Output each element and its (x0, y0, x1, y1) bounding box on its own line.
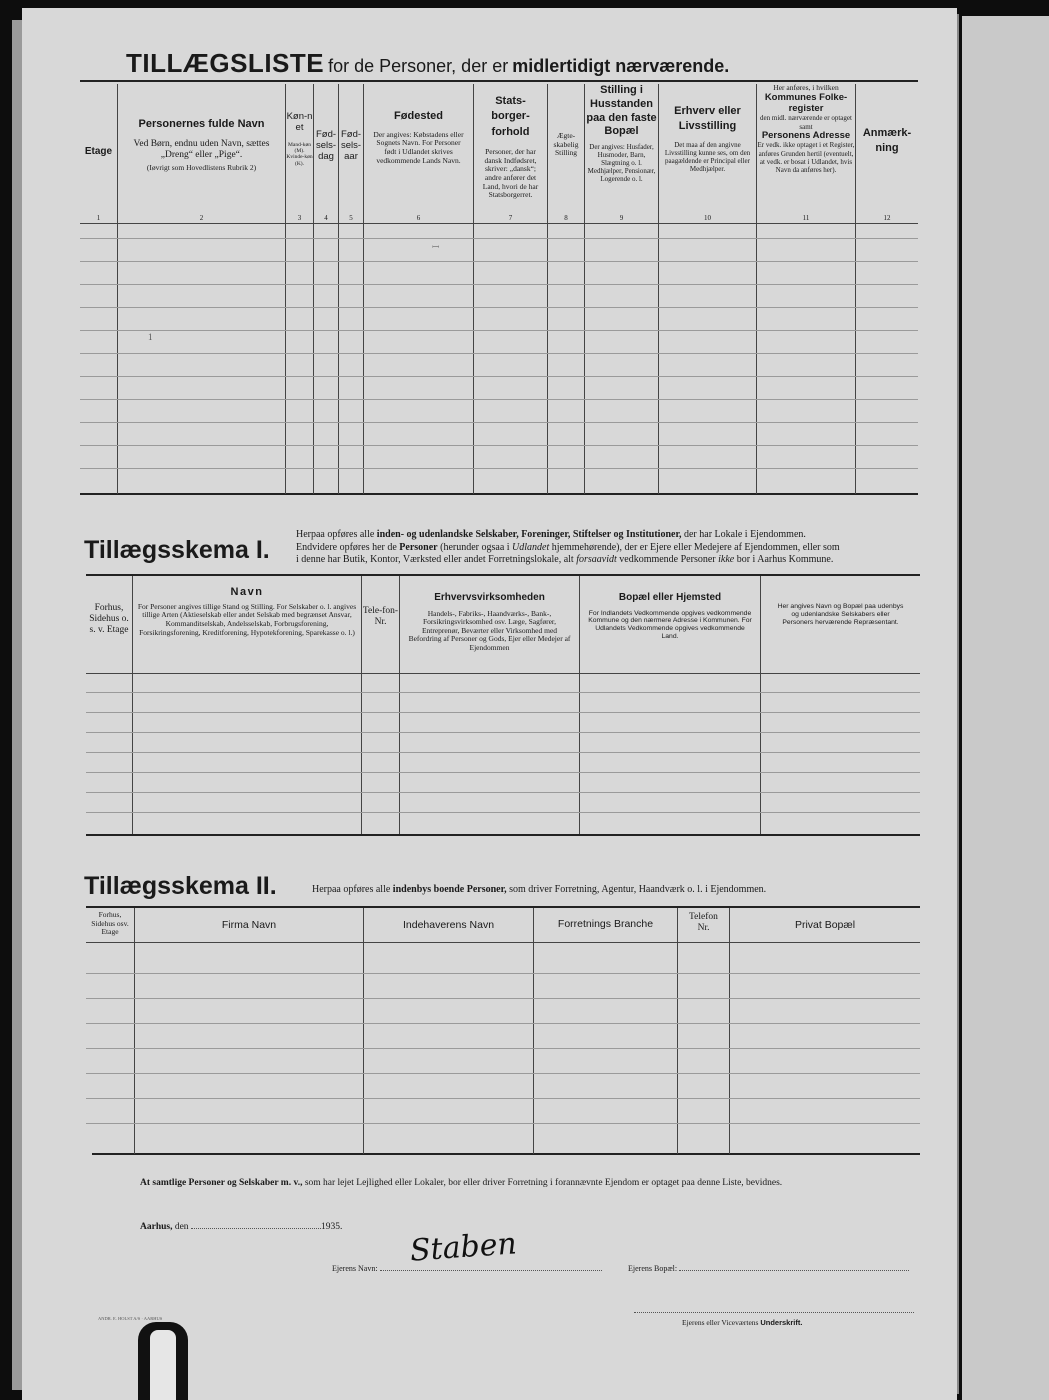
skema2-header-bottom (86, 942, 920, 943)
skema2-col-divider (729, 908, 730, 1154)
main-row-line (80, 330, 918, 331)
col-husstand-header: Stilling i Husstanden paa den faste Bopæl Der angives: Husfader, Husmoder, Barn, Slægtning o. l. Medhjælper, Pensionær, Logerende o. l. (586, 84, 657, 184)
adjacent-page (962, 16, 1049, 1400)
owner-address-line: Ejerens Bopæl: (628, 1264, 909, 1273)
main-row-line (80, 399, 918, 400)
skema2-top-border (86, 906, 920, 908)
caretaker-signature-line (634, 1312, 914, 1313)
col-number: 3 (297, 214, 302, 222)
col-number: 10 (704, 214, 711, 222)
main-table-header-bottom (80, 223, 918, 224)
skema1-col-representant: Her angives Navn og Bopæl paa udenbys og udenlandske Selskabers eller Personers herværende Repræsentant. (777, 603, 904, 626)
main-row-line (80, 284, 918, 285)
skema1-col-telefon: Tele-fon-Nr. (362, 606, 399, 627)
main-row-line (80, 238, 918, 239)
col-number: 2 (199, 214, 204, 222)
owner-signature: Staben (408, 1226, 518, 1269)
skema2-col-telefon: Telefon Nr. (689, 912, 718, 933)
skema1-row-line (86, 732, 920, 733)
col-fodselsaar-header: Fød-sels-aar (340, 129, 362, 162)
col-aegteskab-header: Ægte-skabelig Stilling (553, 131, 579, 158)
skema1-row-line (86, 692, 920, 693)
skema1-description: Herpaa opføres alle inden- og udenlandske Selskaber, Foreninger, Stiftelser og Institutioner, der har Lokale i Ejendommen. Endvidere opføres her de Personer (herunder ogsaa i Udlandet hjemmehørende), der er Ejere eller Medejere af Ejendommen, eller som i denne har Butik, Kontor, Værksted eller andet Forretningslokale, alt forsaavidt vedkommende Personer ikke bor i Aarhus Kommune. (296, 529, 840, 565)
col-number: 7 (508, 214, 513, 222)
form-page (22, 8, 957, 1400)
main-row-line (80, 261, 918, 262)
skema2-col-divider (677, 908, 678, 1154)
main-table-bottom-border (80, 493, 918, 495)
skema2-col-indehaver: Indehaverens Navn (402, 919, 495, 931)
skema1-col-bopael: Bopæl eller Hjemsted For Indlandets Vedkommende opgives vedkommende Kommune og den nærmere Adresse i Kommunen. For Udlandets Vedkommende opgives vedkommende Land. (588, 592, 752, 640)
col-number: 8 (564, 214, 568, 222)
title-rest: for de Personer, der er (328, 56, 509, 76)
col-number: 4 (324, 214, 328, 222)
skema2-row-line (86, 1048, 920, 1049)
col-statsborger-header: Stats-borger-forhold Personer, der har dansk Indfødsret, skriver: „dansk“; andre anfører det Land, hvori de har Statsborgerret. (482, 95, 539, 200)
attestation-statement: At samtlige Personer og Selskaber m. v., som har lejet Lejlighed eller Lokaler, bor eller driver Forretning i forannævnte Ejendom er optaget paa denne Liste, bevidnes. (140, 1178, 783, 1188)
main-row-line (80, 307, 918, 308)
col-number: 5 (349, 214, 353, 222)
title-emph: midlertidigt nærværende. (512, 56, 730, 76)
col-number: 9 (619, 214, 624, 222)
skema2-col-firma: Firma Navn (221, 919, 277, 931)
stray-mark: ꟷ (432, 242, 440, 252)
col-register-header: Her anføres, i hvilken Kommunes Folke-register den midl. nærværende er optaget samt Personens Adresse Er vedk. ikke optaget i et Register, anføres Grunden hertil (eventuelt, at vedk. er bosat i Udlandet, hvis Navn da anføres her). (757, 83, 855, 174)
skema2-col-divider (533, 908, 534, 1154)
skema1-col-erhverv: Erhvervsvirksomheden Handels-, Fabriks-, Haandværks-, Bank-, Forsikringsvirksomhed osv. Læge, Sagfører, Entreprenør, Beværter eller Virksomhed med Befordring af Personer og Gods, Ejer eller Medejer af Ejendommen (408, 592, 571, 652)
col-number: 11 (802, 214, 810, 222)
main-row-line (80, 376, 918, 377)
skema1-header-bottom (86, 673, 920, 674)
skema1-top-border (86, 574, 920, 576)
col-etage-header: Etage (84, 146, 113, 157)
skema2-row-line (86, 1073, 920, 1074)
col-number: 12 (883, 214, 891, 222)
skema2-bottom-border (92, 1153, 920, 1155)
skema2-col-divider (134, 908, 135, 1154)
skema2-row-line (86, 998, 920, 999)
main-table-top-border (80, 80, 918, 82)
skema1-col-navn: Navn For Personer angives tillige Stand og Stilling. For Selskaber o. l. angives tillige Arten (Aktieselskab eller andet Selskab med begrænset Ansvar, Kommanditselskab, Andelsselskab, Forbrugsforening, Forsikringsforening, Kreditforening, Hypotekforening, Sparekasse o. l.) (137, 586, 357, 637)
skema2-title: Tillægsskema II. (84, 872, 277, 900)
skema2-row-line (86, 1098, 920, 1099)
skema1-row-line (86, 712, 920, 713)
col-fodselsdag-header: Fød-sels-dag (315, 129, 337, 162)
skema2-row-line (86, 1023, 920, 1024)
skema1-row-line (86, 792, 920, 793)
skema1-title: Tillægsskema I. (84, 536, 270, 564)
title-bold: TILLÆGSLISTE (126, 48, 325, 78)
printer-mark: ANDR. E. HOLST A/S · AARHUS (98, 1316, 163, 1321)
col-navn-header: Personernes fulde Navn Ved Børn, endnu uden Navn, sættes „Dreng“ eller „Pige“. (Iøvrigt som Hovedlistens Rubrik 2) (133, 118, 270, 173)
skema1-row-line (86, 812, 920, 813)
skema2-col-etage: Forhus, Sidehus osv. Etage (91, 910, 129, 937)
col-number: 6 (416, 214, 421, 222)
skema2-row-line (86, 1123, 920, 1124)
main-row-line (80, 422, 918, 423)
col-fodested-header: Fødested Der angives: Købstadens eller Sognets Navn. For Personer født i Udlandet skrives vedkommende Lands Navn. (373, 110, 464, 165)
page-title (126, 48, 729, 79)
skema1-col-etage: Forhus, Sidehus o. s. v. Etage (89, 603, 129, 635)
caretaker-signature-label: Ejerens eller Viceværtens Underskrift. (682, 1318, 803, 1327)
col-anmaerkning-header: Anmærk-ning (862, 127, 912, 155)
skema2-row-line (86, 973, 920, 974)
skema2-description: Herpaa opføres alle indenbys boende Personer, som driver Forretning, Agentur, Haandværk o. l. i Ejendommen. (312, 884, 767, 895)
col-number: 1 (96, 214, 101, 222)
skema1-row-line (86, 772, 920, 773)
skema2-col-divider (363, 908, 364, 1154)
main-row-line (80, 468, 918, 469)
skema2-col-branche: Forretnings Branche (557, 918, 654, 930)
main-row-line (80, 353, 918, 354)
binding-clip-inner (150, 1330, 176, 1400)
page-gutter (957, 14, 959, 1394)
col-erhverv-header: Erhverv eller Livsstilling Det maa af den angivne Livsstilling kunne ses, om den paagældende er Principal eller Medhjælper. (664, 105, 751, 173)
date-line: Aarhus, den 1935. (140, 1222, 343, 1232)
skema1-row-line (86, 752, 920, 753)
skema1-bottom-border (86, 834, 920, 836)
main-row-line (80, 445, 918, 446)
col-kon-header: Køn-net Mand-køn (M). Kvinde-køn (K). (286, 111, 313, 167)
stray-mark: 1 (148, 332, 153, 342)
skema2-col-bopael: Privat Bopæl (794, 919, 856, 931)
owner-name-line: Ejerens Navn: (332, 1264, 602, 1273)
